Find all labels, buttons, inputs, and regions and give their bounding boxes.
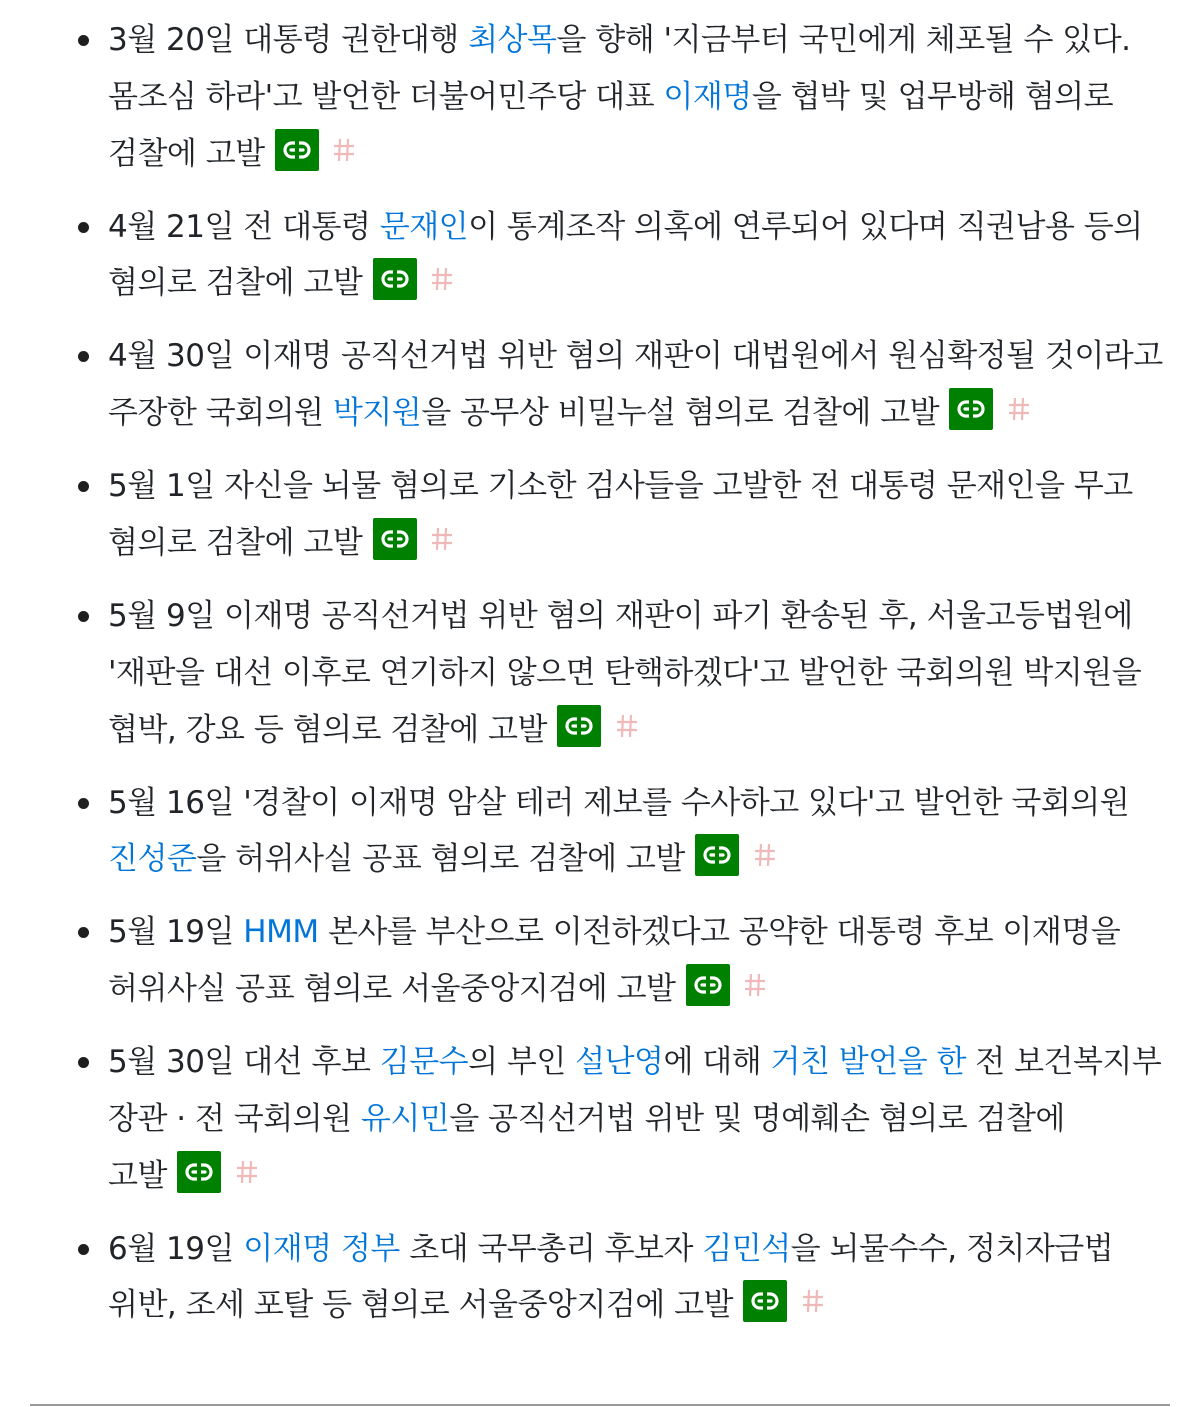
event-text: 5월 9일 이재명 공직선거법 위반 혐의 재판이 파기 환송된 후, 서울고등법원에 '재판을 대선 이후로 연기하지 않으면 탄핵하겠다'고 발언한 국회의원 박지원을 협박, 강요 등 혐의로 검찰에 (108, 597, 1142, 748)
event-text: 고발 (303, 265, 363, 302)
event-text: 본사를 부산으로 이전하겠다고 공약한 대통령 후보 이재명을 허위사실 공표 혐의로 서울중앙지검에 (108, 914, 1121, 1008)
reference-link-icon[interactable] (557, 705, 601, 747)
hash-icon[interactable] (749, 835, 779, 875)
hash-icon[interactable] (426, 259, 456, 299)
wiki-link[interactable]: 이재명 정부 (243, 1230, 400, 1267)
hash-icon[interactable] (739, 965, 769, 1005)
wiki-link[interactable]: 김문수 (379, 1044, 469, 1081)
wiki-link[interactable]: 최상목 (468, 22, 557, 58)
wiki-link[interactable]: 설난영 (575, 1044, 664, 1081)
reference-link-icon[interactable] (275, 129, 319, 171)
event-text: 고발 (674, 1287, 733, 1324)
citation-group (206, 136, 359, 172)
hash-icon[interactable] (426, 519, 456, 559)
event-text: 5월 1일 자신을 뇌물 혐의로 기소한 검사들을 고발한 전 대통령 문재인을 무고 혐의로 검찰에 (108, 468, 1133, 561)
citation-group (674, 1287, 827, 1323)
event-text: 고발 (616, 971, 676, 1008)
event-item (0, 1221, 1200, 1335)
reference-link-icon[interactable] (373, 258, 417, 300)
citation-group (488, 712, 641, 748)
event-text: 고발 (303, 524, 363, 561)
event-item (0, 458, 1200, 572)
event-text: 6월 19일 (108, 1230, 244, 1267)
reference-link-icon[interactable] (949, 388, 993, 430)
citation-group (108, 1158, 261, 1194)
event-item (0, 1034, 1200, 1204)
wiki-link[interactable]: 박지원 (332, 395, 422, 432)
event-text: 고발 (625, 841, 685, 878)
event-item (0, 775, 1200, 889)
event-item (0, 199, 1200, 313)
hash-icon[interactable] (611, 706, 641, 746)
wiki-link[interactable]: 이재명 (663, 78, 752, 115)
event-text: 고발 (488, 711, 547, 748)
event-item (0, 12, 1200, 182)
event-text: 을 공직선거법 위반 및 명예훼손 혐의로 검찰에 (449, 1100, 1065, 1137)
event-text: 초대 국무총리 후보자 (399, 1230, 703, 1267)
wiki-link[interactable]: HMM (243, 914, 319, 951)
event-list (0, 12, 1200, 1350)
wiki-link[interactable]: 문재인 (379, 208, 469, 245)
event-item (0, 904, 1200, 1018)
event-text: 5월 19일 (108, 914, 244, 951)
event-text: 이 통계조작 의혹에 연루되어 있다며 직권남용 등의 혐의로 검찰에 (108, 208, 1143, 302)
hash-icon[interactable] (328, 130, 358, 170)
citation-group (939, 395, 1033, 431)
event-text: 5월 30일 대선 후보 (108, 1044, 380, 1081)
hash-icon[interactable] (1003, 389, 1033, 429)
event-text: 을 향해 '지금부터 국민에게 체포될 수 있다. 몸조심 하라'고 발언한 더불어민주당 대표 (108, 22, 1131, 115)
reference-link-icon[interactable] (373, 518, 417, 560)
hash-icon[interactable] (797, 1281, 827, 1321)
event-text: 5월 16일 '경찰이 이재명 암살 테러 제보를 수사하고 있다'고 발언한 국회의원 (108, 784, 1130, 821)
citation-group (303, 265, 456, 301)
event-text: 을 공무상 비밀누설 혐의로 검찰에 고발 (421, 395, 940, 432)
event-item (0, 328, 1200, 442)
event-text: 을 허위사실 공표 혐의로 검찰에 (196, 841, 626, 878)
reference-link-icon[interactable] (686, 964, 730, 1006)
event-text: 4월 21일 전 대통령 (108, 208, 380, 245)
event-text: 을 뇌물수수, 정치자금법 위반, 조세 포탈 등 혐의로 서울중앙지검에 (108, 1230, 1114, 1324)
reference-link-icon[interactable] (743, 1280, 787, 1322)
citation-group (626, 841, 779, 877)
event-text: 에 대해 (663, 1044, 771, 1081)
event-text: 3월 20일 대통령 권한대행 (108, 22, 469, 58)
reference-link-icon[interactable] (177, 1151, 221, 1193)
event-text: 을 협박 및 업무방해 혐의로 검찰에 (108, 78, 1114, 172)
event-text: 의 부인 (468, 1044, 576, 1081)
citation-group (617, 971, 770, 1007)
wiki-link[interactable]: 진성준 (108, 841, 197, 878)
hash-icon[interactable] (231, 1152, 261, 1192)
event-text: 고발 (108, 1157, 167, 1194)
reference-link-icon[interactable] (695, 834, 739, 876)
wiki-link[interactable]: 김민석 (702, 1230, 791, 1267)
wiki-link[interactable]: 유시민 (360, 1100, 450, 1137)
event-text: 4월 30일 이재명 공직선거법 위반 혐의 재판이 대법원에서 원심확정될 것이라고 주장한 국회의원 (108, 338, 1163, 432)
event-text: 전 보건복지부 장관 · 전 국회의원 (108, 1044, 1162, 1137)
citation-group (303, 525, 456, 561)
event-item (0, 588, 1200, 758)
event-text: 고발 (205, 135, 265, 172)
wiki-link[interactable]: 거친 발언을 한 (770, 1044, 966, 1081)
section-divider (30, 1404, 1170, 1406)
